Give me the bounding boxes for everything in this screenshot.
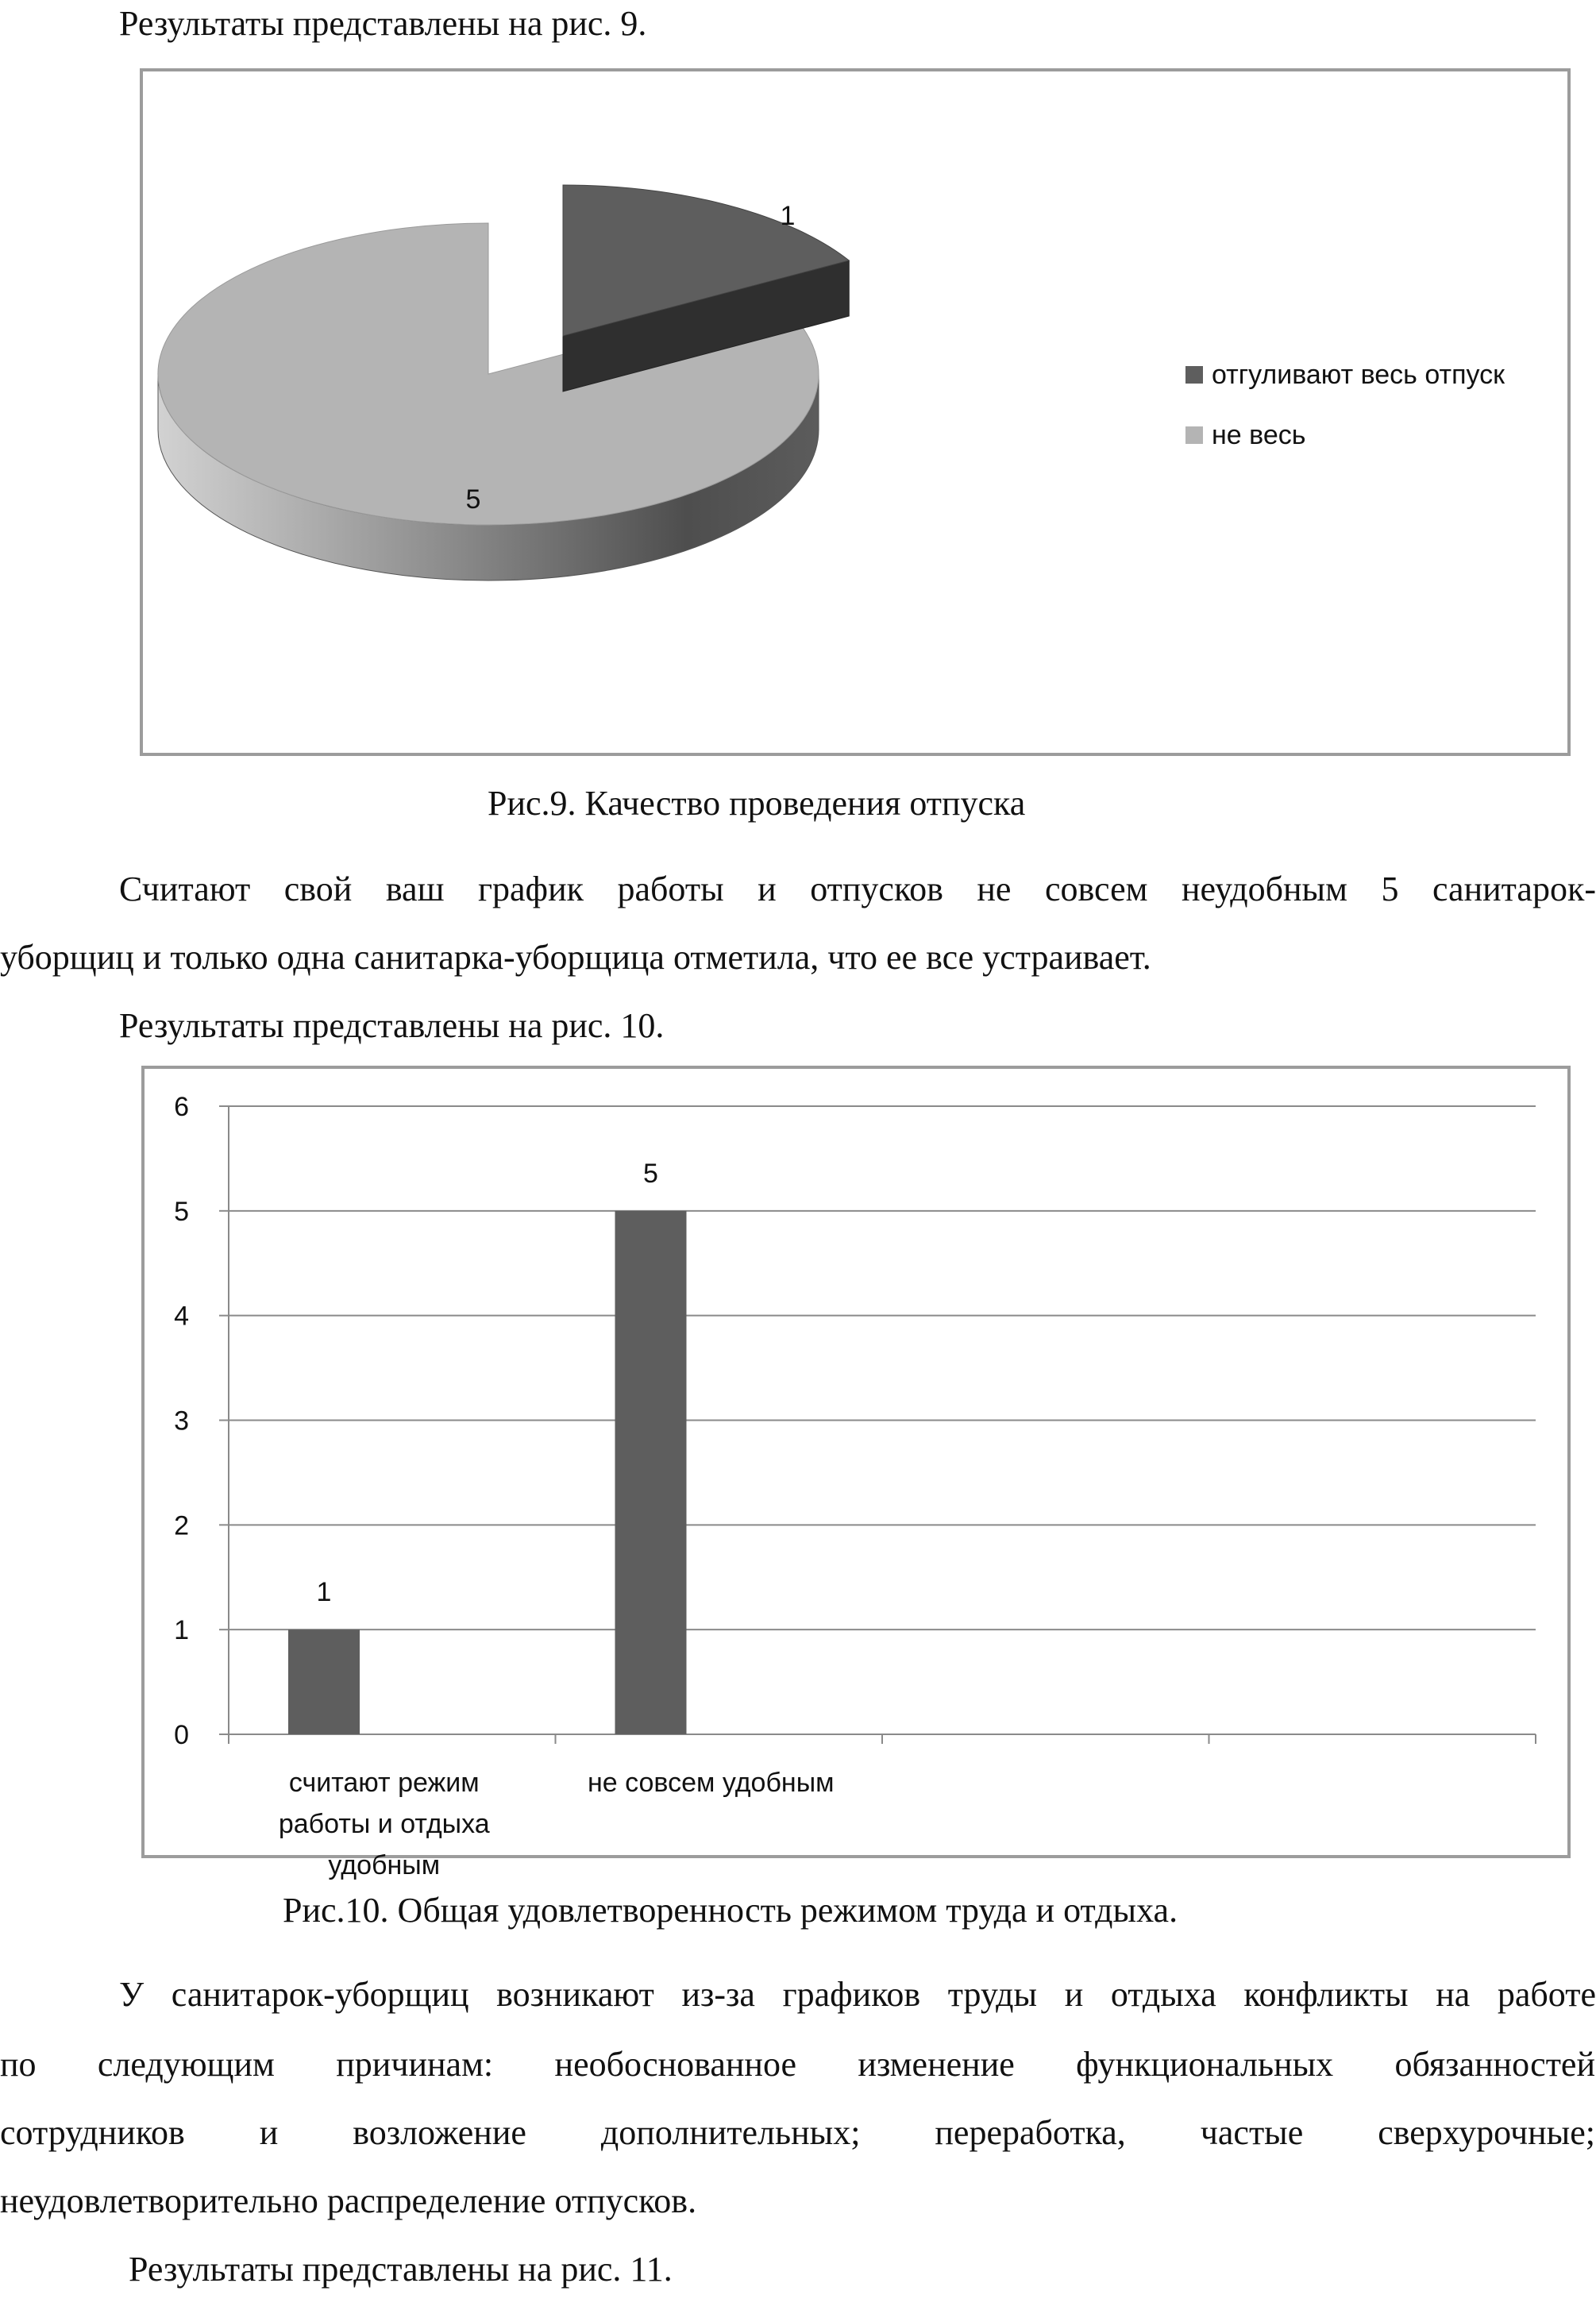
figure-9-caption: Рис.9. Качество проведения отпуска (488, 784, 1026, 823)
legend-swatch (1185, 426, 1203, 444)
paragraph-line: Результаты представлены на рис. 10. (119, 1006, 665, 1045)
bar-data-label: 1 (316, 1577, 332, 1608)
legend-label: не весь (1212, 420, 1306, 450)
x-tick-label: работы и отдыха (278, 1809, 490, 1839)
y-tick-label: 0 (174, 1720, 189, 1750)
bar (615, 1211, 687, 1734)
paragraph-line: по следующим причинам: необоснованное изменение функциональных обязанностей (0, 2045, 1595, 2084)
y-tick-label: 6 (174, 1092, 189, 1122)
bar-chart (145, 1069, 1567, 1880)
y-tick-label: 2 (174, 1510, 189, 1541)
legend-swatch (1185, 366, 1203, 384)
pie-chart (143, 71, 1567, 753)
figure-10-caption: Рис.10. Общая удовлетворенность режимом труда и отдыха. (283, 1891, 1178, 1930)
y-tick-label: 3 (174, 1406, 189, 1437)
bar-data-label: 5 (643, 1158, 658, 1189)
paragraph-line: У санитарок-уборщиц возникают из-за графиков труды и отдыха конфликты на работе (119, 1975, 1596, 2014)
pie-data-label-5: 5 (465, 484, 481, 515)
figure-9-chart (140, 68, 1571, 756)
paragraph-line: сотрудников и возложение дополнительных; переработка, частые сверхурочные; (0, 2113, 1595, 2152)
figure-10-chart (141, 1066, 1571, 1880)
y-tick-label: 4 (174, 1301, 189, 1332)
y-tick-label: 5 (174, 1196, 189, 1227)
x-tick-label: не совсем удобным (587, 1768, 835, 1798)
paragraph-line: уборщиц и только одна санитарка-уборщица отметила, что ее все устраивает. (0, 938, 1151, 977)
x-tick-label: считают режим (288, 1768, 480, 1798)
paragraph-line: неудовлетворительно распределение отпусков. (0, 2181, 697, 2220)
paragraph-line: Результаты представлены на рис. 11. (129, 2250, 673, 2289)
paragraph-line: Считают свой ваш график работы и отпусков не совсем неудобным 5 санитарок- (119, 870, 1596, 908)
x-tick-label: удобным (328, 1850, 441, 1880)
bar (288, 1629, 360, 1734)
paragraph-line: Результаты представлены на рис. 9. (119, 4, 647, 43)
pie-data-label-1: 1 (780, 201, 796, 231)
y-tick-label: 1 (174, 1615, 189, 1646)
legend-label: отгуливают весь отпуск (1212, 360, 1505, 390)
